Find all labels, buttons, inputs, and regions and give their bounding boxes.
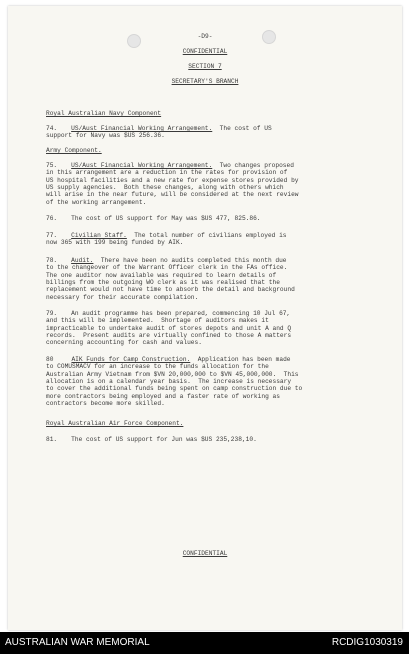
para-number: 75.	[46, 162, 58, 169]
para-text: Application has been made	[190, 356, 291, 363]
para-text: support for Navy was $US 256.36.	[46, 132, 165, 140]
para-text: There have been no audits completed this month due	[93, 257, 287, 264]
para-title: AIK Funds for Camp Construction.	[71, 356, 191, 363]
para-text: of the working arrangement.	[46, 198, 147, 206]
classification-top: CONFIDENTIAL	[182, 48, 228, 55]
para-number: 79.	[46, 310, 58, 317]
para-text: allocation is on a calendar year basis. The increase is necessary	[46, 377, 292, 385]
page-number: -D9-	[197, 33, 213, 40]
para-text: The total number of civilians employed is	[126, 232, 287, 239]
para-text: in this arrangement are a reduction in the rates for provision of	[46, 169, 288, 177]
para-text: The cost of US support for Jun was $US 235,238,10.	[71, 436, 257, 443]
para-number: 74.	[46, 125, 58, 132]
section-heading: SECTION 7	[188, 63, 222, 70]
para-text: impracticable to undertake audit of stores depots and unit A and Q	[46, 324, 292, 332]
para-text: contractors become more skilled.	[46, 399, 165, 407]
para-title: Audit.	[71, 257, 94, 264]
para-text: Australian Army Vietnam from $VN 20,000,000 to $VN 45,000,000. This	[46, 370, 299, 378]
para-text: will arise in the near future, will be considered at the next review	[46, 191, 299, 199]
para-text: billings from the outgoing WO clerk as it was realised that the	[46, 278, 280, 286]
para-text: An audit programme has been prepared, commencing 10 Jul 67,	[71, 310, 291, 317]
document-page	[8, 6, 402, 630]
footer-record-id: RCDIG1030319	[331, 637, 403, 648]
para-text: to the changeover of the Warrant Officer clerk in the FAs office.	[46, 264, 288, 272]
para-text: US hospital facilities and a new rate for expense stores provided by	[46, 176, 299, 184]
para-text: Two changes proposed	[212, 162, 294, 169]
para-title: US/Aust Financial Working Arrangement.	[71, 162, 213, 169]
para-title: Civilian Staff.	[71, 232, 127, 239]
navy-heading: Royal Australian Navy Component	[46, 110, 162, 117]
para-text: The one auditor now available was required to learn details of	[46, 271, 277, 279]
para-text: more contractors being employed and a faster rate of working as	[46, 392, 280, 400]
para-text: necessary for their accurate compilation.	[46, 293, 199, 301]
para-text: The cost of US support for May was $US 477, 825.86.	[71, 215, 261, 222]
para-text: to cover the additional funds being spent on camp construction due to	[46, 385, 303, 393]
archive-footer	[0, 632, 409, 654]
branch-heading: SECRETARY'S BRANCH	[171, 78, 239, 85]
raaf-heading: Royal Australian Air Force Component.	[46, 420, 184, 427]
footer-source: AUSTRALIAN WAR MEMORIAL	[5, 637, 150, 648]
classification-bottom: CONFIDENTIAL	[182, 550, 228, 557]
para-text: replacement would not have time to absorb the detail and background	[46, 286, 295, 294]
para-text: concerning accounting for cash and values.	[46, 339, 202, 347]
para-text: The cost of US	[212, 125, 272, 132]
para-text: and this will be implemented. Shortage of auditors makes it	[46, 317, 269, 325]
army-heading: Army Component.	[46, 147, 102, 154]
para-number: 76.	[46, 215, 58, 222]
para-number: 80	[46, 356, 54, 363]
para-number: 78.	[46, 257, 58, 264]
para-text: records. Present audits are virtually confined to those A matters	[46, 331, 292, 339]
para-number: 77.	[46, 232, 58, 239]
para-text: US supply agencies. Both these changes, along with others which	[46, 183, 284, 191]
para-number: 81.	[46, 436, 58, 443]
para-title: US/Aust Financial Working Arrangement.	[71, 125, 213, 132]
para-text: now 365 with 199 being funded by AIK.	[46, 239, 184, 247]
para-text: to COMUSMACV for an increase to the funds allocation for the	[46, 363, 269, 371]
